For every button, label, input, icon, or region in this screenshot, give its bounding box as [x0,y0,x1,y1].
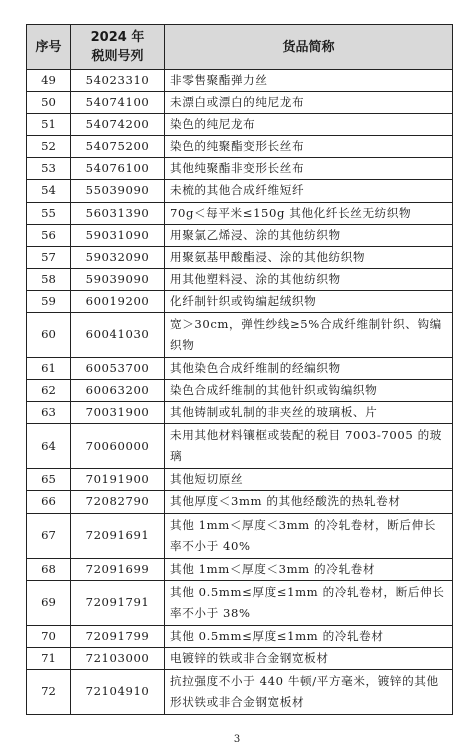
goods-name: 70g＜每平米≤150g 其他化纤长丝无纺织物 [165,202,453,224]
header-code-label: 税则号列 [91,49,144,64]
table-row [27,625,453,647]
table-row [27,380,453,402]
table-row [27,290,453,312]
row-number: 65 [27,469,71,491]
row-number: 61 [27,358,71,380]
goods-name: 其他 1mm＜厚度＜3mm 的冷轧卷材 [165,558,453,580]
tariff-code: 54076100 [71,158,165,180]
tariff-code: 60041030 [71,313,165,358]
goods-name: 其他铸制或轧制的非夹丝的玻璃板、片 [165,402,453,424]
tariff-code: 55039090 [71,180,165,202]
table-body [27,70,453,715]
row-number: 54 [27,180,71,202]
tariff-code: 72082790 [71,491,165,513]
goods-name: 未用其他材料镶框或装配的税目 7003-7005 的玻璃 [165,424,453,469]
tariff-code: 54074200 [71,114,165,136]
row-number: 67 [27,513,71,558]
table-row [27,513,453,558]
tariff-code: 70031900 [71,402,165,424]
row-number: 58 [27,268,71,290]
header-goods-name: 货品简称 [165,25,453,70]
tariff-code: 54074100 [71,92,165,114]
goods-name: 其他 0.5mm≤厚度≤1mm 的冷轧卷材 [165,625,453,647]
row-number: 62 [27,380,71,402]
tariff-code: 60063200 [71,380,165,402]
table-row [27,224,453,246]
goods-name: 用聚氨基甲酸酯浸、涂的其他纺织物 [165,246,453,268]
row-number: 50 [27,92,71,114]
table-row [27,558,453,580]
row-number: 70 [27,625,71,647]
row-number: 64 [27,424,71,469]
header-tariff-code [71,25,165,70]
row-number: 71 [27,647,71,669]
header-code-year: 2024 年 [90,30,145,45]
row-number: 56 [27,224,71,246]
goods-name: 染色合成纤维制的其他针织或钩编织物 [165,380,453,402]
tariff-code: 59032090 [71,246,165,268]
row-number: 52 [27,136,71,158]
tariff-code: 56031390 [71,202,165,224]
row-number: 59 [27,290,71,312]
goods-name: 其他染色合成纤维制的经编织物 [165,358,453,380]
row-number: 49 [27,70,71,92]
table-row [27,136,453,158]
tariff-code: 70191900 [71,469,165,491]
goods-name: 其他厚度＜3mm 的其他经酸洗的热轧卷材 [165,491,453,513]
header-seq: 序号 [27,25,71,70]
tariff-code: 59031090 [71,224,165,246]
table-row [27,424,453,469]
goods-name: 其他 0.5mm≤厚度≤1mm 的冷轧卷材，断后伸长率不小于 38% [165,580,453,625]
table-row [27,647,453,669]
tariff-table [26,24,453,715]
table-header-row [27,25,453,70]
goods-name: 未梳的其他合成纤维短纤 [165,180,453,202]
goods-name: 用聚氯乙烯浸、涂的其他纺织物 [165,224,453,246]
row-number: 53 [27,158,71,180]
table-row [27,313,453,358]
row-number: 68 [27,558,71,580]
tariff-code: 54075200 [71,136,165,158]
table-row [27,114,453,136]
row-number: 66 [27,491,71,513]
table-row [27,358,453,380]
row-number: 63 [27,402,71,424]
goods-name: 其他纯聚酯非变形长丝布 [165,158,453,180]
tariff-code: 72091699 [71,558,165,580]
table-row [27,402,453,424]
goods-name: 其他 1mm＜厚度＜3mm 的冷轧卷材，断后伸长率不小于 40% [165,513,453,558]
goods-name: 用其他塑料浸、涂的其他纺织物 [165,268,453,290]
goods-name: 化纤制针织或钩编起绒织物 [165,290,453,312]
tariff-code: 60053700 [71,358,165,380]
goods-name: 未漂白或漂白的纯尼龙布 [165,92,453,114]
table-row [27,669,453,714]
row-number: 69 [27,580,71,625]
table-row [27,202,453,224]
row-number: 51 [27,114,71,136]
table-row [27,491,453,513]
table-row [27,158,453,180]
tariff-code: 70060000 [71,424,165,469]
tariff-code: 72103000 [71,647,165,669]
tariff-code: 72091791 [71,580,165,625]
tariff-code: 54023310 [71,70,165,92]
goods-name: 其他短切原丝 [165,469,453,491]
table-row [27,580,453,625]
tariff-code: 60019200 [71,290,165,312]
table-row [27,180,453,202]
goods-name: 抗拉强度不小于 440 牛顿/平方毫米，镀锌的其他形状铁或非合金钢宽板材 [165,669,453,714]
goods-name: 染色的纯聚酯变形长丝布 [165,136,453,158]
row-number: 72 [27,669,71,714]
row-number: 55 [27,202,71,224]
tariff-code: 59039090 [71,268,165,290]
goods-name: 非零售聚酯弹力丝 [165,70,453,92]
tariff-code: 72091799 [71,625,165,647]
row-number: 60 [27,313,71,358]
table-row [27,246,453,268]
table-row [27,70,453,92]
table-row [27,268,453,290]
page-number: 3 [233,734,241,745]
goods-name: 染色的纯尼龙布 [165,114,453,136]
row-number: 57 [27,246,71,268]
tariff-code: 72104910 [71,669,165,714]
table-row [27,92,453,114]
goods-name: 电镀锌的铁或非合金钢宽板材 [165,647,453,669]
table-row [27,469,453,491]
tariff-code: 72091691 [71,513,165,558]
goods-name: 宽＞30cm，弹性纱线≥5%合成纤维制针织、钩编织物 [165,313,453,358]
